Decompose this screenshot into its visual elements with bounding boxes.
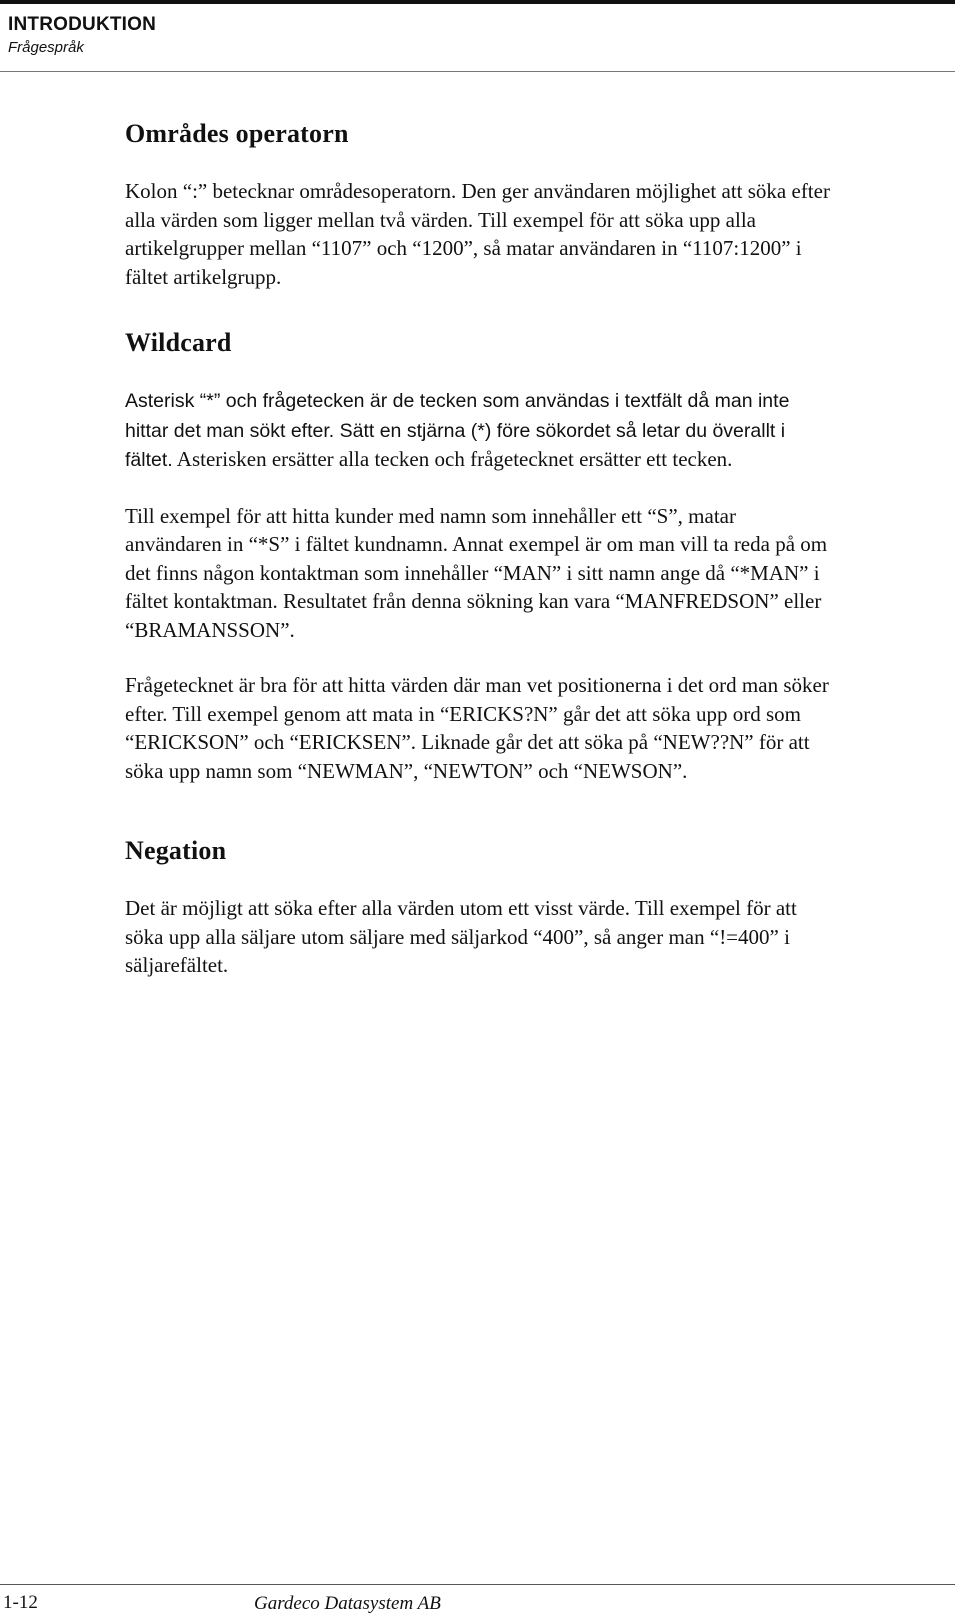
footer-company-name: Gardeco Datasystem AB (254, 1593, 441, 1614)
wildcard-intro-serif-text: Asterisken ersätter alla tecken och frågetecknet ersätter ett tecken. (172, 447, 733, 471)
header-subtitle: Frågespråk (8, 39, 84, 56)
top-rule (0, 0, 955, 4)
header-title: INTRODUKTION (8, 14, 157, 35)
footer-rule (0, 1584, 955, 1585)
paragraph-wildcard-asterisk-example: Till exempel för att hitta kunder med namn som innehåller ett “S”, matar användaren in “*S” i fältet kundnamn. Annat exempel är om man vill ta reda på om det finns någon kontaktman som innehåller “MAN” i sitt namn ange då “*MAN” i fältet kontaktman. Resultatet från denna sökning kan vara “MANFREDSON” eller “BRAMANSSON”. (125, 503, 828, 642)
page-number: 1-12 (3, 1592, 38, 1613)
page-content (125, 118, 835, 980)
paragraph-wildcard-intro (125, 386, 835, 475)
section-heading-negation: Negation (125, 836, 227, 865)
wildcard-intro-sans-text: Asterisk “*” och frågetecken är de tecken som användas i textfält då man inte hittar det man sökt efter. Sätt en stjärna (*) före sökordet så letar du överallt i fältet. (125, 390, 790, 471)
paragraph-negation: Det är möjligt att söka efter alla värden utom ett visst värde. Till exempel för att söka upp alla säljare utom säljare med säljarkod “400”, så anger man “!=400” i säljarefältet. (125, 896, 797, 977)
paragraph-wildcard-question-example: Frågetecknet är bra för att hitta värden där man vet positionerna i det ord man söker efter. Till exempel genom att mata in “ERICKS?N” går det att söka upp ord som “ERICKSON” och “ERICKSEN”. Liknade går det att söka på “NEW??N” för att söka upp namn som “NEWMAN”, “NEWTON” och “NEWSON”. (125, 673, 829, 783)
section-heading-range-operator: Områdes operatorn (125, 119, 349, 148)
header-rule (0, 71, 955, 72)
section-heading-wildcard: Wildcard (125, 328, 232, 357)
paragraph-range-operator: Kolon “:” betecknar områdesoperatorn. Den ger användaren möjlighet att söka efter alla värden som ligger mellan två värden. Till exempel för att söka upp alla artikelgrupper mellan “1107” och “1200”, så matar användaren in “1107:1200” i fältet artikelgrupp. (125, 179, 830, 289)
